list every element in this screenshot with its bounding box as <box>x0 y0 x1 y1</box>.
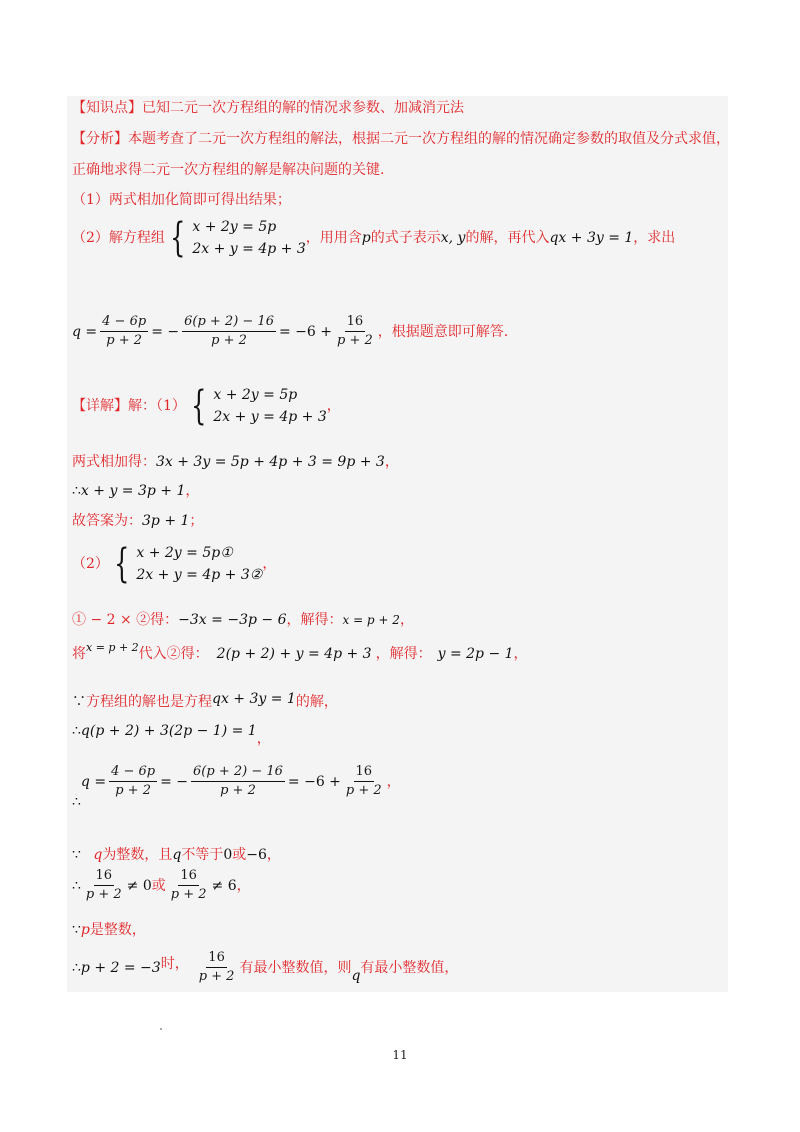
fraction-16-a-numerator: 16 <box>94 868 115 886</box>
p-var: p <box>80 922 90 938</box>
fraction-a-numerator: 4 − 6p <box>100 314 148 332</box>
fraction-16-c <box>197 950 237 985</box>
therefore-symbol: ∴ <box>72 794 81 810</box>
fraction-16-b-numerator: 16 <box>178 868 199 886</box>
sub-label-2: 代入②得： <box>138 646 209 662</box>
solve-label-2: ，解得： <box>375 646 432 662</box>
comma: ， <box>236 877 251 894</box>
or-text-2: 或 <box>151 877 166 894</box>
detail-text: 解：（1） <box>128 398 186 414</box>
fraction-16-b <box>169 868 209 903</box>
because-line <box>72 693 338 711</box>
elim-label: ① − 2 × ②得： <box>72 612 179 628</box>
sub-x: x = p + 2 <box>86 641 139 654</box>
final-line <box>72 950 458 985</box>
kp-text: 已知二元一次方程组的解的情况求参数、加减消元法 <box>142 100 464 116</box>
q-var-3: q <box>351 967 361 984</box>
fraction-a <box>100 314 148 349</box>
step-2-pre: （2）解方程组 <box>72 230 165 246</box>
because-symbol: ∵ <box>72 922 81 938</box>
eq-minus: = − <box>151 323 180 340</box>
fraction-b <box>182 314 276 349</box>
sub-label-1: 将 <box>72 646 86 662</box>
fraction-b-denominator: p + 2 <box>211 333 247 348</box>
comma: ， <box>262 556 277 572</box>
sum-line <box>72 482 199 500</box>
sys-eq-1: x + 2y = 5p <box>213 387 298 403</box>
fraction-a-denominator: p + 2 <box>115 783 151 798</box>
semicolon: ； <box>189 513 204 529</box>
answer-line <box>72 512 203 530</box>
fraction-c <box>344 764 384 799</box>
sum-eq: x + y = 3p + 1 <box>80 483 186 499</box>
detail-label: 【详解】 <box>72 398 128 414</box>
part-2-line <box>72 540 276 588</box>
step-1-line <box>72 191 291 209</box>
answer-value: 3p + 1 <box>142 513 190 529</box>
comma: ， <box>399 612 414 628</box>
fraction-b <box>191 764 285 799</box>
fraction-16-b-denominator: p + 2 <box>170 887 207 902</box>
eq-minus-6: = −6 + <box>287 773 341 790</box>
part-2-label: （2） <box>72 556 109 572</box>
q-expression-line <box>72 314 508 349</box>
answer-label: 故答案为： <box>72 513 142 529</box>
q-sub-line <box>72 722 271 747</box>
fraction-b-numerator: 6(p + 2) − 16 <box>191 764 285 782</box>
value-zero: 0 <box>223 847 233 863</box>
brace-symbol: { <box>114 541 130 587</box>
sys-eq-2: 2x + y = 4p + 3 <box>213 409 327 425</box>
comma: ， <box>256 731 271 747</box>
fraction-a <box>109 764 157 799</box>
step-2-end: ，求出 <box>633 230 676 246</box>
step-2-p: p <box>361 230 371 246</box>
step-2-mid3: 的解，再代入 <box>465 230 550 246</box>
q-result-line <box>72 764 401 810</box>
sys-eq-1: x + 2y = 5p <box>192 219 277 235</box>
eq-minus: = − <box>160 773 189 790</box>
analysis-line-2 <box>72 161 384 179</box>
solve-label: ，解得： <box>286 612 343 628</box>
step-2-xy: x, y <box>440 230 466 246</box>
kp-label: 【知识点】 <box>72 100 142 116</box>
step-1-text: （1）两式相加化简即可得出结果； <box>72 192 291 208</box>
comma: ， <box>384 454 399 470</box>
detail-line <box>72 382 341 430</box>
comma: ， <box>386 773 401 790</box>
brace-symbol: { <box>170 215 186 261</box>
step-2-eq: qx + 3y = 1 <box>549 230 634 246</box>
min-text: 有最小整数值，则 <box>239 959 352 976</box>
fraction-a-denominator: p + 2 <box>106 333 143 348</box>
x-solution: x = p + 2 <box>342 613 400 627</box>
sys2-eq-1: x + 2y = 5p① <box>136 545 233 561</box>
therefore-symbol: ∴ <box>72 959 81 976</box>
sys2-eq-2: 2x + y = 4p + 3② <box>136 567 263 583</box>
equation-system-3 <box>109 542 262 586</box>
p-int-text: 是整数， <box>89 922 146 938</box>
value-minus-6: −6 <box>246 847 267 863</box>
step-2-line <box>72 214 675 262</box>
add-line <box>72 453 399 471</box>
comma: ， <box>513 646 528 662</box>
brace-symbol: { <box>191 383 207 429</box>
q-start: q = <box>80 773 107 790</box>
comma: ， <box>266 847 281 863</box>
q-sub-eq: q(p + 2) + 3(2p − 1) = 1 <box>80 723 257 739</box>
equation-system-2 <box>186 384 327 428</box>
fraction-16-a <box>84 868 124 903</box>
page-number: 11 <box>392 1048 408 1062</box>
q-var: q <box>93 847 103 863</box>
comma: ， <box>185 483 200 499</box>
sub-eq: 2(p + 2) + y = 4p + 3 <box>216 646 372 662</box>
fraction-c-denominator: p + 2 <box>345 783 382 798</box>
add-label: 两式相加得： <box>72 454 156 470</box>
because-eq: qx + 3y = 1 <box>212 691 296 707</box>
q-end: ，根据题意即可解答. <box>377 323 509 340</box>
because-symbol: ∵ <box>72 694 86 710</box>
q-int-text-1: 为整数，且 <box>102 847 173 863</box>
ne-six: ≠ 6 <box>211 877 237 894</box>
therefore-symbol: ∴ <box>72 483 81 499</box>
or-text: 或 <box>232 847 247 863</box>
therefore-symbol: ∴ <box>72 877 81 894</box>
because-text-2: 的解， <box>295 694 338 710</box>
fraction-b-numerator: 6(p + 2) − 16 <box>182 314 276 332</box>
q-var-2: q <box>172 847 182 863</box>
elim-eq: −3x = −3p − 6 <box>178 612 287 628</box>
step-2-mid2: 的式子表示 <box>370 230 441 246</box>
therefore-symbol: ∴ <box>72 723 81 739</box>
q-int-text-2: 不等于 <box>181 847 224 863</box>
fraction-a-numerator: 4 − 6p <box>109 764 157 782</box>
analysis-label: 【分析】 <box>72 131 128 147</box>
analysis-text-2: 正确地求得二元一次方程组的解是解决问题的关键. <box>72 162 385 178</box>
inequality-line <box>72 868 251 903</box>
fraction-c-numerator: 16 <box>345 314 366 332</box>
p-cond: p + 2 = −3 <box>80 959 161 976</box>
analysis-line-1 <box>72 130 730 148</box>
fraction-16-c-denominator: p + 2 <box>198 969 235 984</box>
y-solution: y = 2p − 1 <box>437 646 514 662</box>
because-text-1: 方程组的解也是方程 <box>86 694 212 710</box>
p-cond-time: 时， <box>160 955 189 972</box>
eq-minus-6: = −6 + <box>278 323 332 340</box>
analysis-text-1: 本题考查了二元一次方程组的解法，根据二元一次方程组的解的情况确定参数的取值及分式求值， <box>128 131 730 147</box>
ne-zero: ≠ 0 <box>126 877 152 894</box>
fraction-c <box>335 314 375 349</box>
elimination-line <box>72 611 414 629</box>
add-eq: 3x + 3y = 5p + 4p + 3 = 9p + 3 <box>156 454 385 470</box>
step-2-mid: ，用用含 <box>305 230 362 246</box>
comma: ， <box>326 398 341 414</box>
substitution-line <box>72 641 528 663</box>
fraction-c-denominator: p + 2 <box>336 333 373 348</box>
min-text-2: 有最小整数值， <box>360 959 459 976</box>
fraction-16-c-numerator: 16 <box>206 950 227 968</box>
sys-eq-2: 2x + y = 4p + 3 <box>192 241 306 257</box>
q-integer-line <box>72 846 281 864</box>
because-symbol: ∵ <box>72 847 81 863</box>
fraction-b-denominator: p + 2 <box>220 783 256 798</box>
equation-system-1 <box>165 216 306 260</box>
fraction-c-numerator: 16 <box>354 764 375 782</box>
knowledge-point-line <box>72 99 464 117</box>
stray-dot <box>160 1028 162 1030</box>
q-start: q = <box>72 323 98 340</box>
fraction-16-a-denominator: p + 2 <box>85 887 122 902</box>
p-integer-line <box>72 921 146 939</box>
